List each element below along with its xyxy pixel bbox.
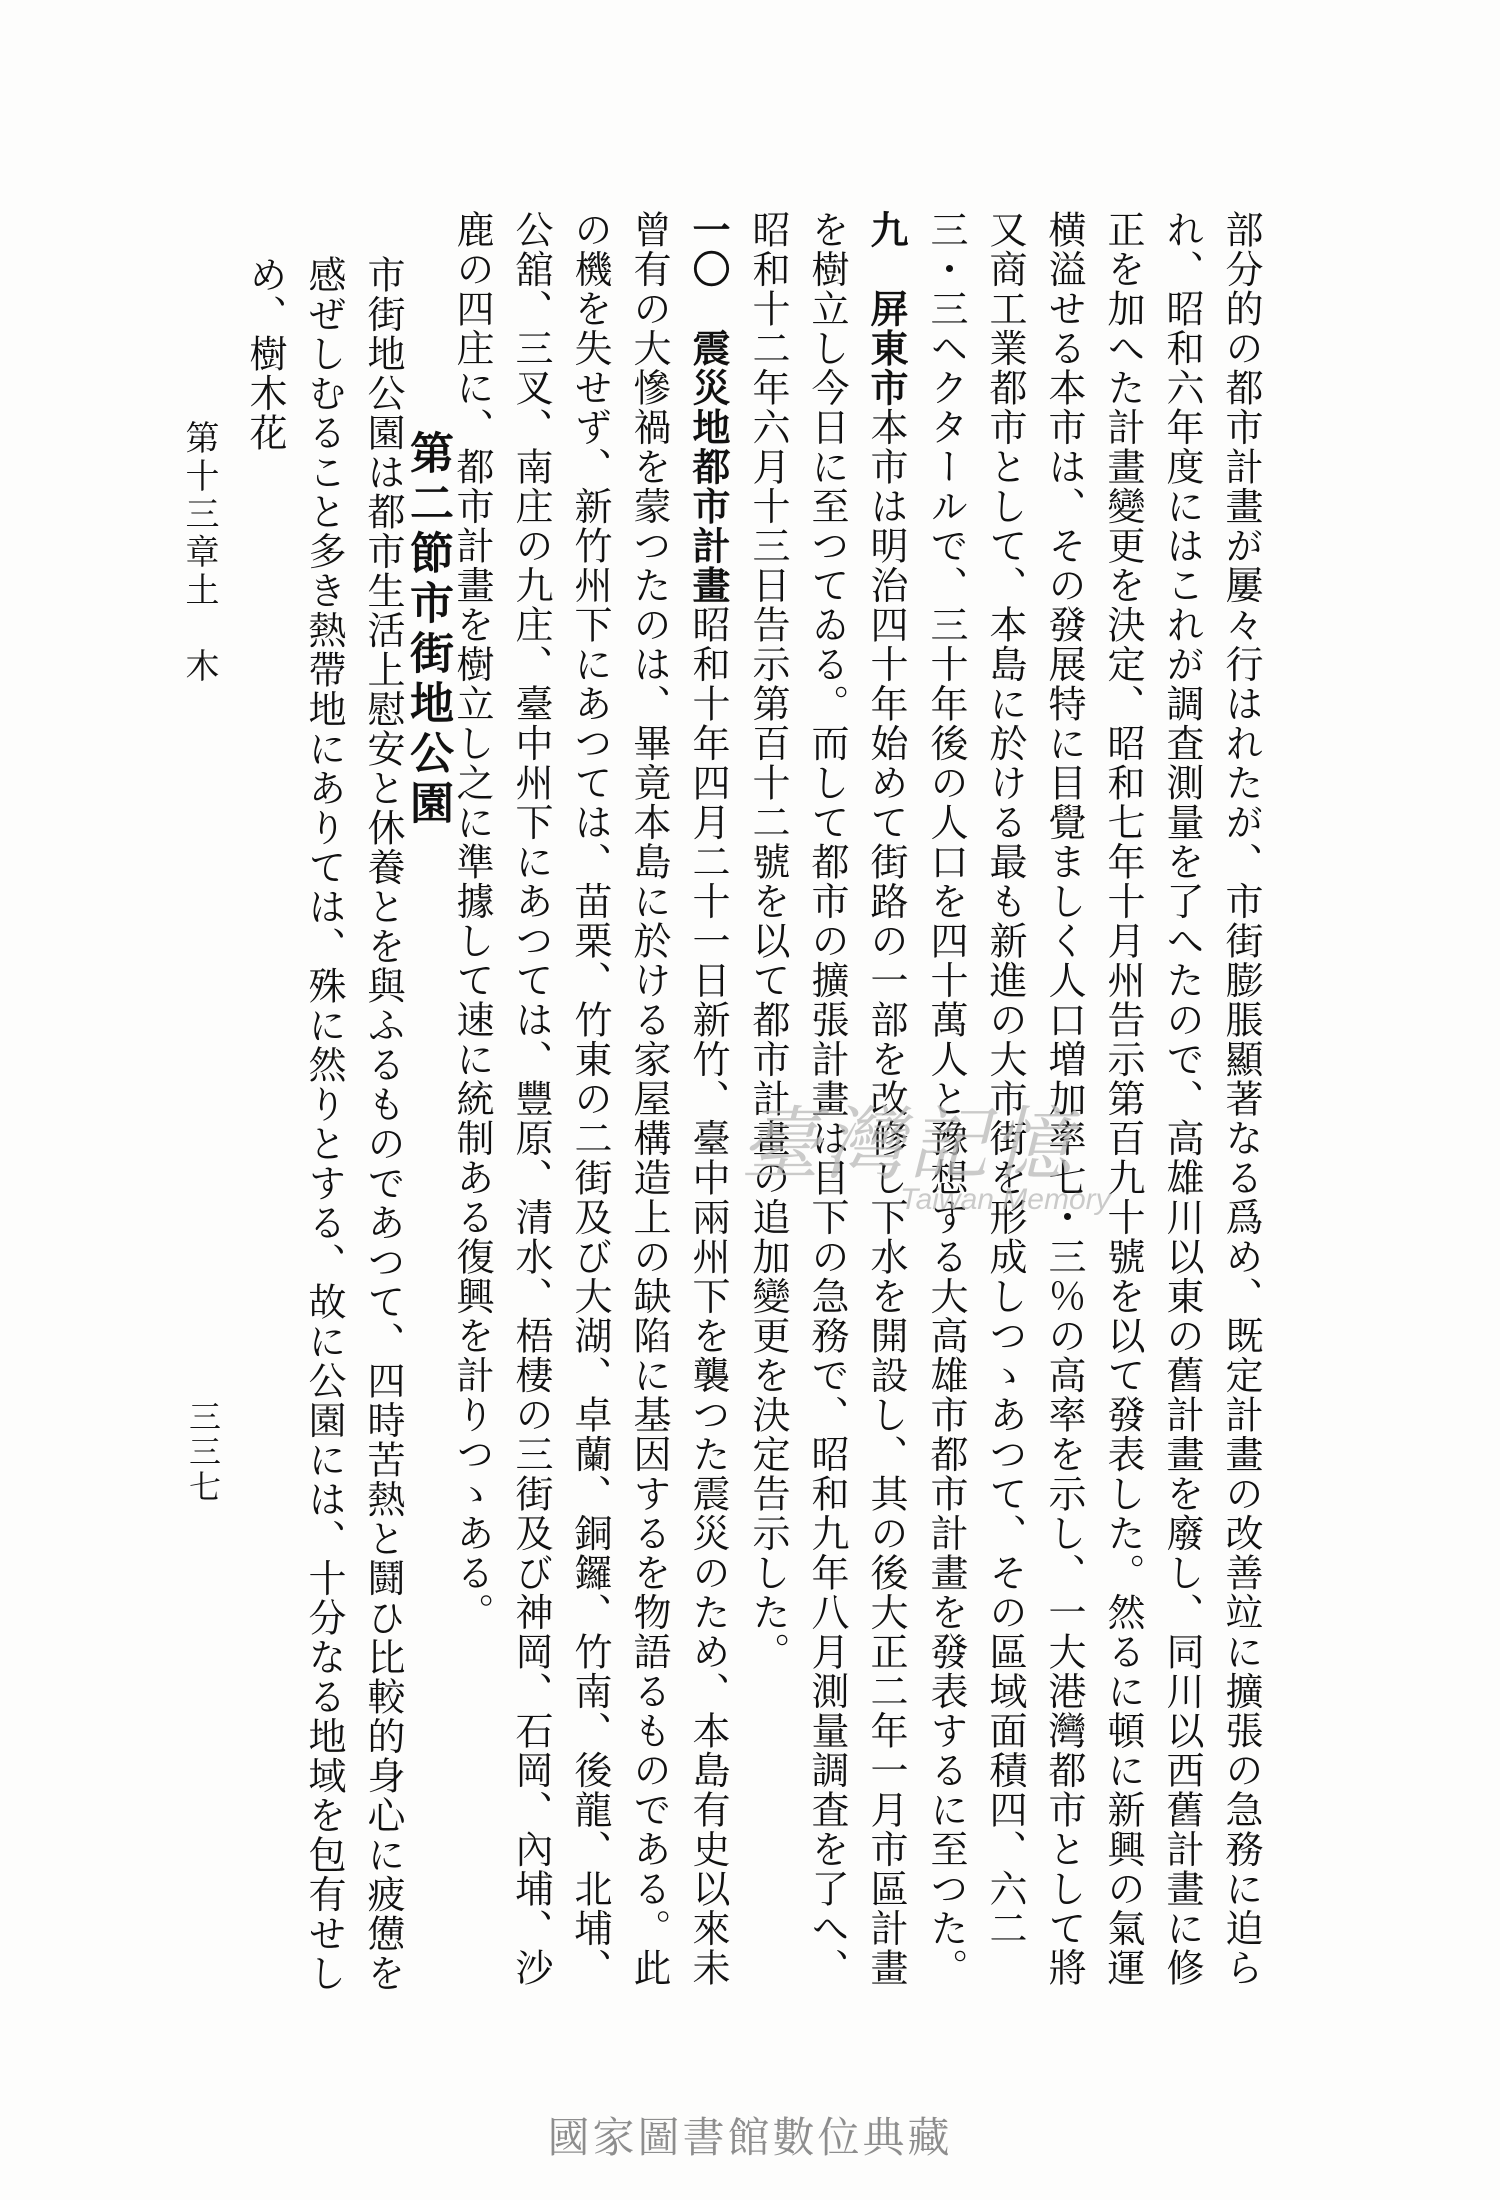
paragraph-text: 部分的の都市計畫が屢々行はれたが、市街膨脹顯著なる爲め、既定計畫の改善竝に擴張の急務に迫られ、昭和六年度にはこれが調査測量を了へたので、高雄川以東の舊計畫を廢し、同川以西舊計畫に修正を加へた計畫變更を決定、昭和七年十月州告示第百九十號を以て發表した。然るに頓に新興の氣運横溢せる本市は、その發展特に目覺ましく人口増加率七・三％の高率を示し、一大港灣都市として將又商工業都市として、本島に於ける最も新進の大市街を形成しつゝあつて、その區域面積四、六二三・三ヘクタールで、三十年後の人口を四十萬人と豫想する大高雄市都市計畫を發表するに至つた。 — [924, 210, 1263, 1988]
chapter-label: 第十三章 — [179, 420, 219, 572]
paragraph-kaohsiung — [916, 210, 1270, 2010]
section-title: 市街地公園 — [402, 580, 453, 830]
paragraph-heading: 一〇 震災地都市計畫 — [686, 210, 731, 605]
paragraph-pingtung — [738, 210, 916, 2010]
chapter-title: 土 木 — [179, 572, 219, 686]
section-body-text: 市街地公園は都市生活上慰安と休養とを與ふるものであつて、四時苦熱と鬪ひ比較的身心に疲憊を感ぜしむること多き熱帶地にありては、殊に然りとする、故に公園には、十分なる地域を包有せしめ、樹木花 — [243, 255, 405, 1993]
paragraph-text: 昭和十年四月二十一日新竹、臺中兩州下を襲つた震災のため、本島有史以來未曾有の大慘禍を蒙つたのは、畢竟本島に於ける家屋構造上の缺陷に基因するを物語るものである。此の機を失せず、新竹州下にあつては、苗栗、竹東の二街及び大湖、卓蘭、銅鑼、竹南、後龍、北埔、公舘、三叉、南庄の九庄、臺中州下にあつては、豐原、清水、梧棲の三街及び神岡、石岡、內埔、沙鹿の四庄に、都市計畫を樹立し之に準據して速に統制ある復興を計りつゝある。 — [450, 210, 730, 1988]
paragraph-heading: 九 屏東市 — [864, 210, 909, 408]
paragraph-earthquake — [442, 210, 738, 2010]
main-body-text — [442, 210, 1270, 2010]
footer-credit: 國家圖書館數位典藏 — [547, 2113, 953, 2162]
section-number: 第二節 — [402, 430, 453, 580]
paragraph-text: 本市は明治四十年始めて街路の一部を改修し下水を開設し、其の後大正二年一月市區計畫を樹立し今日に至つてゐる。而して都市の擴張計畫は目下の急務で、昭和九年八月測量調査を了へ、昭和十二年六月十三日告示第百十二號を以て都市計畫の追加變更を決定告示した。 — [746, 210, 908, 1988]
running-head — [175, 420, 224, 686]
watermark-sub-text: Taiwan Memory — [900, 1183, 1111, 1216]
watermark-main-text: 臺灣記憶 — [740, 1098, 1076, 1191]
page-number: 三三七 — [184, 1400, 222, 1505]
